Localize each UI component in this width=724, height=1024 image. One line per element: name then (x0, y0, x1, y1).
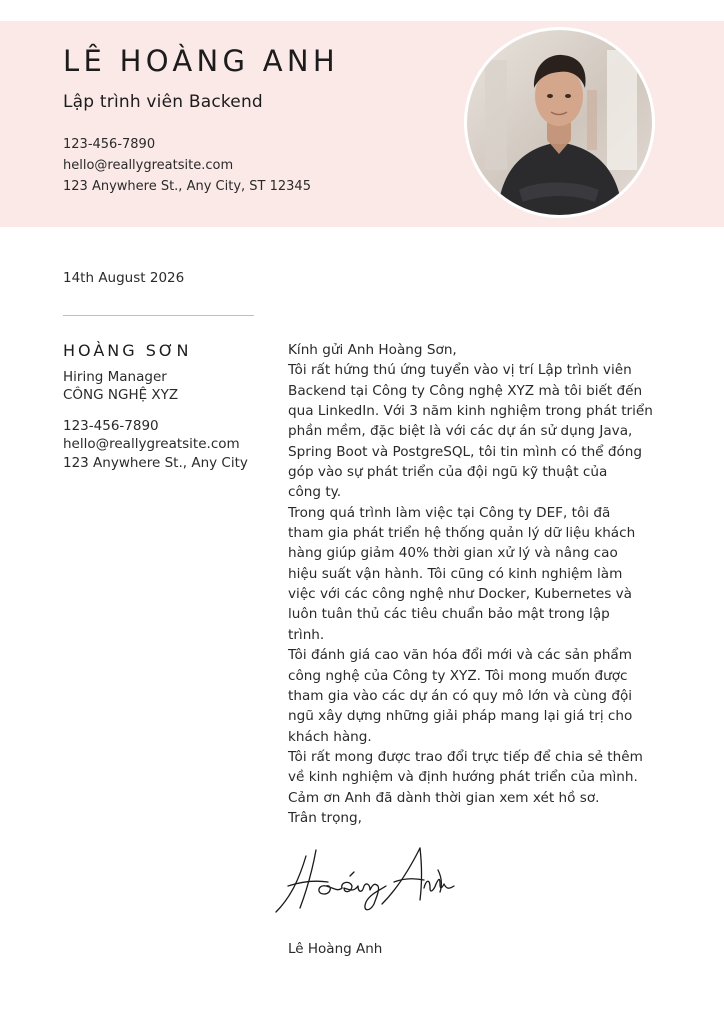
profile-photo (467, 30, 652, 215)
letter-date: 14th August 2026 (63, 270, 185, 286)
letter-line: Trong quá trình làm việc tại Công ty DEF, tôi đã (288, 504, 611, 521)
recipient-address: 123 Anywhere St., Any City (63, 455, 248, 471)
letter-line: Trân trọng, (288, 809, 362, 826)
letter-line: tham gia phát triển hệ thống quản lý dữ liệu khách (288, 525, 636, 542)
recipient-role: Hiring Manager (63, 369, 167, 385)
recipient-phone: 123-456-7890 (63, 418, 159, 434)
letter-line: khách hàng. (288, 728, 372, 745)
letter-line: công nghệ của Công ty XYZ. Tôi mong muốn được (288, 667, 628, 684)
letter-line: qua LinkedIn. Với 3 năm kinh nghiệm trong phát triển (288, 403, 653, 420)
applicant-job-title: Lập trình viên Backend (63, 92, 263, 112)
letter-line: Backend tại Công ty Công nghệ XYZ mà tôi biết đến (288, 382, 643, 399)
letter-line: hàng giúp giảm 40% thời gian xử lý và nâng cao (288, 545, 618, 562)
applicant-address: 123 Anywhere St., Any City, ST 12345 (63, 179, 311, 194)
letter-line: Spring Boot và PostgreSQL, tôi tin mình có thể đóng (288, 443, 643, 460)
letter-line: việc với các công nghệ như Docker, Kubernetes và (288, 586, 632, 603)
letter-line: tham gia vào các dự án có quy mô lớn và cùng đội (288, 687, 633, 704)
applicant-email: hello@reallygreatsite.com (63, 158, 234, 173)
recipient-email: hello@reallygreatsite.com (63, 436, 240, 452)
letter-line: góp vào sự phát triển của đội ngũ kỹ thuật của (288, 464, 608, 481)
letter-line: Kính gửi Anh Hoàng Sơn, (288, 342, 457, 358)
profile-photo-frame (464, 27, 655, 218)
signoff-name: Lê Hoàng Anh (288, 941, 383, 957)
divider (63, 315, 254, 316)
letter-line: hiệu suất vận hành. Tôi cũng có kinh nghiệm làm (288, 565, 623, 582)
letter-line: trình. (288, 626, 325, 643)
letter-line: Tôi rất hứng thú ứng tuyển vào vị trí Lập trình viên (288, 362, 632, 379)
letter-line: Cảm ơn Anh đã dành thời gian xem xét hồ sơ. (288, 789, 600, 806)
letter-line: Tôi đánh giá cao văn hóa đổi mới và các sản phẩm (288, 647, 633, 664)
recipient-company: CÔNG NGHỆ XYZ (63, 387, 179, 403)
letter-line: về kinh nghiệm và định hướng phát triển của mình. (288, 769, 638, 786)
letter-line: ngũ xây dựng những giải pháp mang lại giá trị cho (288, 708, 633, 725)
letter-line: phần mềm, đặc biệt là với các dự án sử dụng Java, (288, 423, 633, 440)
letter-line: công ty. (288, 484, 342, 501)
letter-line: Tôi rất mong được trao đổi trực tiếp để chia sẻ thêm (288, 748, 643, 765)
applicant-phone: 123-456-7890 (63, 137, 156, 152)
handwritten-signature (270, 842, 470, 922)
applicant-name: LÊ HOÀNG ANH (63, 44, 339, 78)
letter-body (288, 340, 668, 828)
recipient-name: HOÀNG SƠN (63, 341, 192, 360)
letter-line: luôn tuân thủ các tiêu chuẩn bảo mật trong lập (288, 606, 610, 623)
